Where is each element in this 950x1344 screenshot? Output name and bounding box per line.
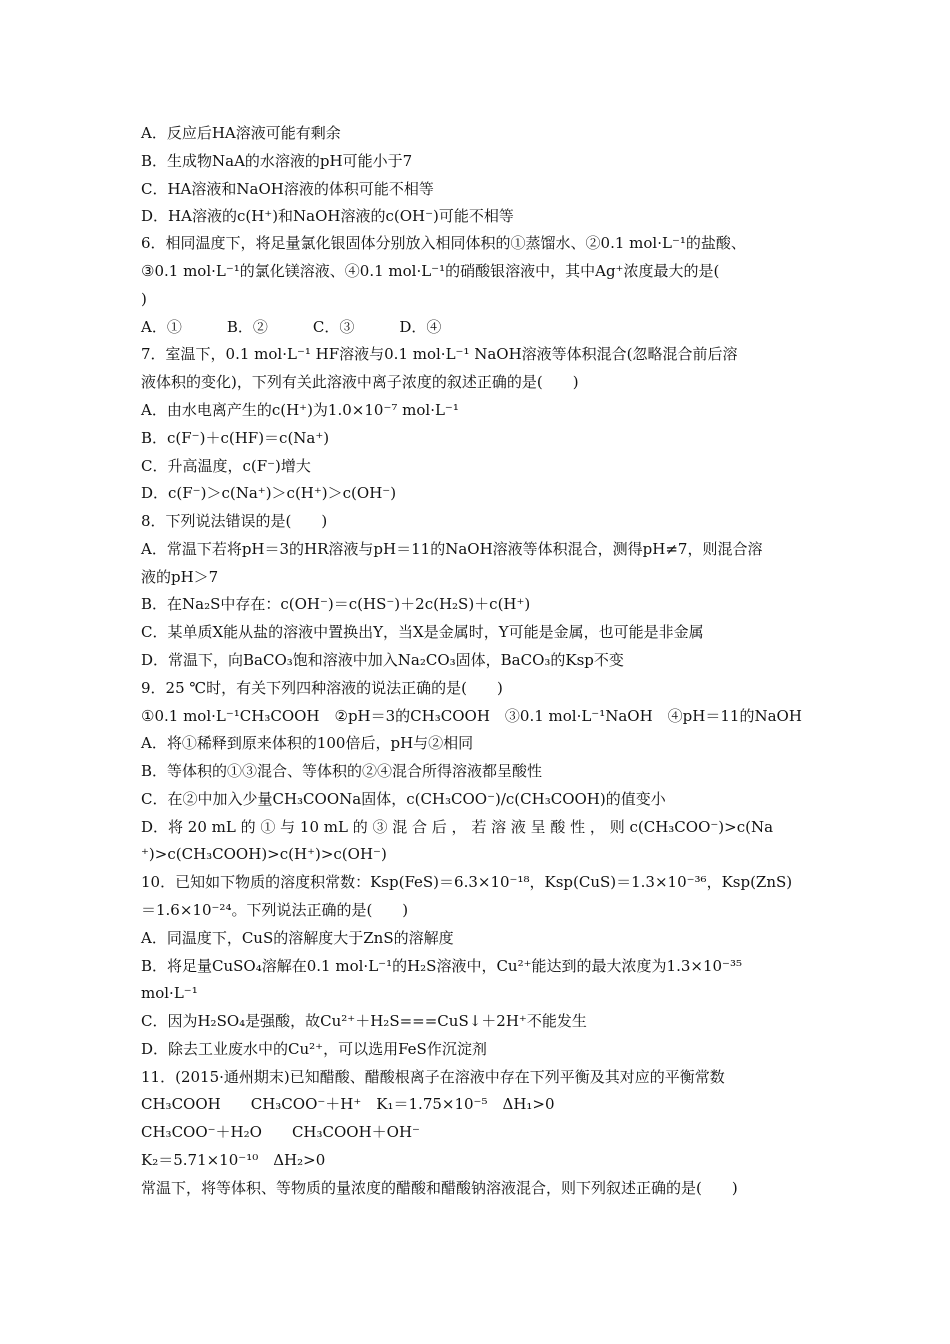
question-11-line-1: 11．(2015·通州期末)已知醋酸、醋酸根离子在溶液中存在下列平衡及其对应的平衡常数 [141, 1068, 725, 1086]
option-10c: C．因为H₂SO₄是强酸，故Cu²⁺＋H₂S===CuS↓＋2H⁺不能发生 [141, 1012, 587, 1030]
question-8: 8．下列说法错误的是( ) [141, 512, 328, 530]
option-8c: C．某单质X能从盐的溶液中置换出Y，当X是金属时，Y可能是金属，也可能是非金属 [141, 623, 704, 641]
equilibrium-2-constant: K₂＝5.71×10⁻¹⁰ ΔH₂>0 [141, 1151, 326, 1169]
option-5c: C．HA溶液和NaOH溶液的体积可能不相等 [141, 180, 434, 198]
option-9d-line-1: D．将 20 mL 的 ① 与 10 mL 的 ③ 混 合 后 ， 若 溶 液 呈 酸 性 ， 则 c(CH₃COO⁻)>c(Na [141, 818, 774, 836]
option-5a: A．反应后HA溶液可能有剩余 [141, 124, 341, 142]
option-5b: B．生成物NaA的水溶液的pH可能小于7 [141, 152, 413, 170]
equilibrium-2: CH₃COO⁻＋H₂O CH₃COOH＋OH⁻ [141, 1123, 420, 1141]
equilibrium-1: CH₃COOH CH₃COO⁻＋H⁺ K₁＝1.75×10⁻⁵ ΔH₁>0 [141, 1095, 555, 1113]
option-9d-line-2: ⁺)>c(CH₃COOH)>c(H⁺)>c(OH⁻) [141, 845, 387, 863]
option-7c: C．升高温度，c(F⁻)增大 [141, 457, 311, 475]
question-6-line-2: ③0.1 mol·L⁻¹的氯化镁溶液、④0.1 mol·L⁻¹的硝酸银溶液中，其中Ag⁺浓度最大的是( [141, 262, 720, 280]
option-10a: A．同温度下，CuS的溶解度大于ZnS的溶解度 [141, 929, 454, 947]
option-8a-line-2: 液的pH＞7 [141, 568, 219, 586]
option-8a-line-1: A．常温下若将pH＝3的HR溶液与pH＝11的NaOH溶液等体积混合，测得pH≠7，则混合溶 [141, 540, 763, 558]
option-9c: C．在②中加入少量CH₃COONa固体，c(CH₃COO⁻)/c(CH₃COOH)的值变小 [141, 790, 666, 808]
question-9: 9．25 ℃时，有关下列四种溶液的说法正确的是( ) [141, 679, 503, 697]
option-8d: D．常温下，向BaCO₃饱和溶液中加入Na₂CO₃固体，BaCO₃的Ksp不变 [141, 651, 624, 669]
option-10b-line-2: mol·L⁻¹ [141, 984, 198, 1002]
option-9a: A．将①稀释到原来体积的100倍后，pH与②相同 [141, 734, 474, 752]
question-10-line-1: 10．已知如下物质的溶度积常数：Ksp(FeS)＝6.3×10⁻¹⁸，Ksp(CuS)＝1.3×10⁻³⁶，Ksp(ZnS) [141, 873, 793, 891]
question-6-line-1: 6．相同温度下，将足量氯化银固体分别放入相同体积的①蒸馏水、②0.1 mol·L⁻¹的盐酸、 [141, 234, 746, 252]
option-5d: D．HA溶液的c(H⁺)和NaOH溶液的c(OH⁻)可能不相等 [141, 207, 514, 225]
question-6-line-3: ) [141, 290, 147, 308]
question-6-options: A．① B．② C．③ D．④ [141, 318, 442, 336]
option-7a: A．由水电离产生的c(H⁺)为1.0×10⁻⁷ mol·L⁻¹ [141, 401, 459, 419]
option-8b: B．在Na₂S中存在：c(OH⁻)＝c(HS⁻)＋2c(H₂S)＋c(H⁺) [141, 595, 531, 613]
option-10b-line-1: B．将足量CuSO₄溶解在0.1 mol·L⁻¹的H₂S溶液中，Cu²⁺能达到的最大浓度为1.3×10⁻³⁵ [141, 957, 742, 975]
question-7-line-1: 7．室温下，0.1 mol·L⁻¹ HF溶液与0.1 mol·L⁻¹ NaOH溶液等体积混合(忽略混合前后溶 [141, 345, 738, 363]
question-7-line-2: 液体积的变化)，下列有关此溶液中离子浓度的叙述正确的是( ) [141, 373, 579, 391]
option-7d: D．c(F⁻)＞c(Na⁺)＞c(H⁺)＞c(OH⁻) [141, 484, 397, 502]
question-9-solutions: ①0.1 mol·L⁻¹CH₃COOH ②pH＝3的CH₃COOH ③0.1 mol·L⁻¹NaOH ④pH＝11的NaOH [141, 707, 802, 725]
question-11-line-2: 常温下，将等体积、等物质的量浓度的醋酸和醋酸钠溶液混合，则下列叙述正确的是( ) [141, 1179, 738, 1197]
question-10-line-2: ＝1.6×10⁻²⁴。下列说法正确的是( ) [141, 901, 409, 919]
option-7b: B．c(F⁻)＋c(HF)＝c(Na⁺) [141, 429, 330, 447]
option-10d: D．除去工业废水中的Cu²⁺，可以选用FeS作沉淀剂 [141, 1040, 487, 1058]
option-9b: B．等体积的①③混合、等体积的②④混合所得溶液都呈酸性 [141, 762, 543, 780]
